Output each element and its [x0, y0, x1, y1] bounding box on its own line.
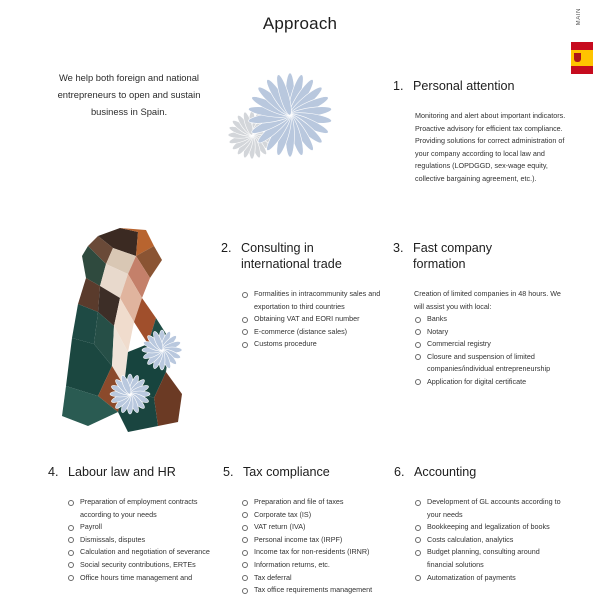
list-item: Customs procedure	[241, 338, 386, 351]
circle-bullet-icon	[68, 575, 74, 581]
circle-bullet-icon	[415, 525, 421, 531]
page-title: Approach	[262, 14, 338, 33]
list-item: Tax deferral	[241, 572, 391, 585]
list-item: VAT return (IVA)	[241, 521, 391, 534]
intro-text: We help both foreign and national entrepreneurs to open and sustain business in Spain.	[57, 72, 201, 117]
circle-bullet-icon	[415, 500, 421, 506]
list-accounting	[414, 496, 564, 584]
list-item: Preparation of employment contracts according to your needs	[67, 496, 212, 521]
circle-bullet-icon	[242, 329, 248, 335]
list-item: Closure and suspension of limited companies/individual entrepreneurship	[414, 351, 564, 376]
section-lead-company-formation: Creation of limited companies in 48 hours. We will assist you with local:	[414, 289, 561, 311]
circle-bullet-icon	[415, 550, 421, 556]
list-labour-law	[67, 496, 212, 584]
section-title-tax-compliance: 5. Tax compliance	[223, 465, 330, 479]
list-item: Preparation and file of taxes	[241, 496, 391, 509]
circle-bullet-icon	[415, 575, 421, 581]
list-item: Development of GL accounts according to your needs	[414, 496, 564, 521]
circle-bullet-icon	[242, 525, 248, 531]
list-item: Costs calculation, analytics	[414, 534, 564, 547]
circle-bullet-icon	[415, 329, 421, 335]
circle-bullet-icon	[242, 562, 248, 568]
circle-bullet-icon	[68, 562, 74, 568]
circle-bullet-icon	[415, 317, 421, 323]
spain-flag-icon[interactable]	[571, 42, 593, 74]
section-title-personal-attention: 1. Personal attention	[393, 79, 515, 93]
list-item: Office hours time management and	[67, 572, 212, 585]
circle-bullet-icon	[415, 537, 421, 543]
list-item: Budget planning, consulting around financial solutions	[414, 546, 564, 571]
list-item: Application for digital certificate	[414, 376, 564, 389]
circle-bullet-icon	[68, 525, 74, 531]
list-item: Tax office requirements management	[241, 584, 391, 597]
list-item: Commercial registry	[414, 338, 564, 351]
circle-bullet-icon	[68, 550, 74, 556]
section-text-personal-attention: Monitoring and alert about important indicators. Proactive advisory for efficient tax compliance. Providing solutions for correct administration of your company according to local law and regulations (LOPDGGD, sex-wage equity, collective bargaining agreement, etc.).	[415, 111, 566, 183]
portrait-illustration	[58, 226, 190, 436]
list-company-formation	[414, 313, 564, 389]
list-item: Personal income tax (IRPF)	[241, 534, 391, 547]
list-item: Social security contributions, ERTEs	[67, 559, 212, 572]
circle-bullet-icon	[68, 500, 74, 506]
circle-bullet-icon	[242, 317, 248, 323]
list-item: Automatization of payments	[414, 572, 564, 585]
list-item: Calculation and negotiation of severance	[67, 546, 212, 559]
list-item: Notary	[414, 326, 564, 339]
list-item: Obtaining VAT and EORI number	[241, 313, 386, 326]
list-item: Bookkeeping and legalization of books	[414, 521, 564, 534]
list-item: Formalities in intracommunity sales and exportation to third countries	[241, 288, 386, 313]
circle-bullet-icon	[242, 575, 248, 581]
circle-bullet-icon	[242, 500, 248, 506]
circle-bullet-icon	[68, 537, 74, 543]
section-title-accounting: 6. Accounting	[394, 465, 477, 479]
circle-bullet-icon	[415, 354, 421, 360]
circle-bullet-icon	[242, 550, 248, 556]
circle-bullet-icon	[415, 379, 421, 385]
list-item: Dismissals, disputes	[67, 534, 212, 547]
list-item: Corporate tax (IS)	[241, 509, 391, 522]
list-tax-compliance	[241, 496, 391, 597]
circle-bullet-icon	[415, 342, 421, 348]
list-item: Payroll	[67, 521, 212, 534]
list-item: Income tax for non-residents (IRNR)	[241, 546, 391, 559]
section-title-company-formation: 3. Fast company formation	[393, 241, 493, 271]
list-item: Information returns, etc.	[241, 559, 391, 572]
section-title-labour-law: 4. Labour law and HR	[48, 465, 176, 479]
circle-bullet-icon	[242, 292, 248, 298]
circle-bullet-icon	[242, 537, 248, 543]
circle-bullet-icon	[242, 512, 248, 518]
list-item: E-commerce (distance sales)	[241, 326, 386, 339]
circle-bullet-icon	[242, 342, 248, 348]
list-item: Banks	[414, 313, 564, 326]
list-consulting-trade	[241, 288, 386, 351]
flower-illustration	[228, 72, 338, 167]
main-menu-link[interactable]: MAIN	[576, 8, 582, 26]
circle-bullet-icon	[242, 588, 248, 594]
section-title-consulting-trade: 2. Consulting in international trade	[221, 241, 342, 271]
